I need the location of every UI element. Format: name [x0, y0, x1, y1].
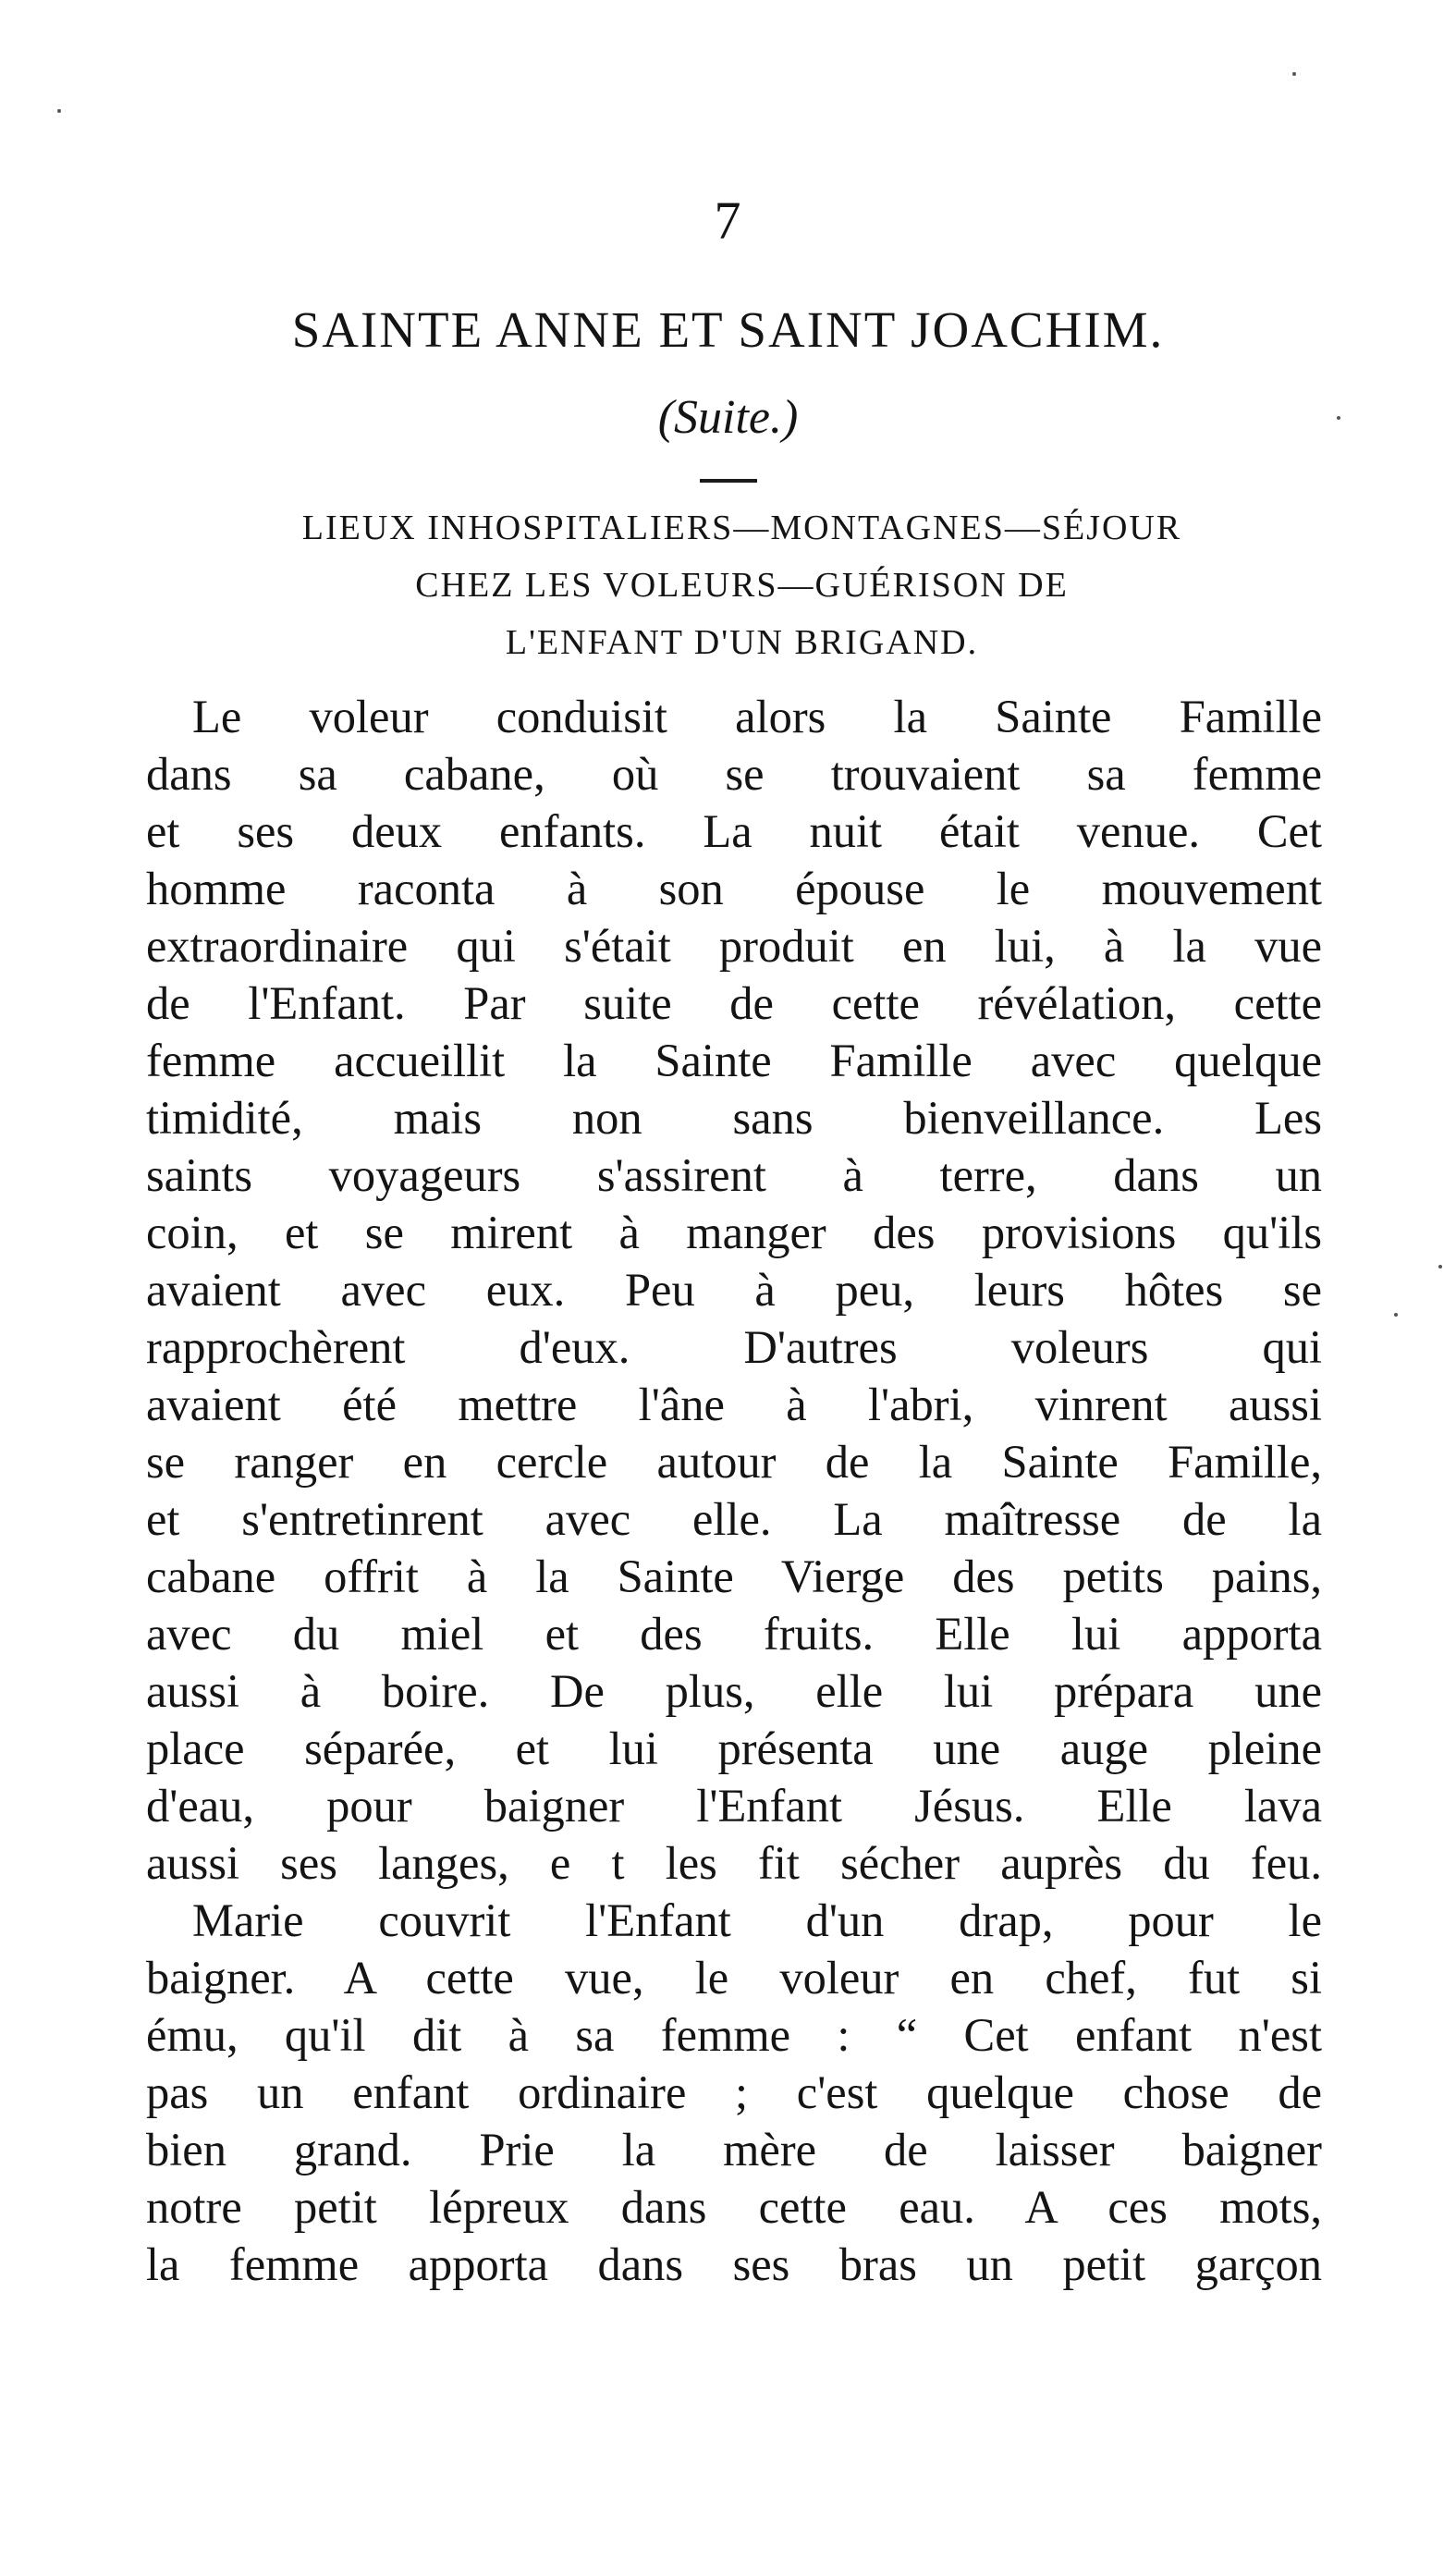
text-line: homme raconta à son épouse le mouvement — [146, 863, 1322, 914]
text-line: saints voyageurs s'assirent à terre, dans un — [146, 1149, 1322, 1201]
chapter-title: SAINTE ANNE ET SAINT JOACHIM. — [291, 301, 1165, 358]
text-line: rapprochèrent d'eux. D'autres voleurs qui — [146, 1321, 1322, 1373]
text-line: timidité, mais non sans bienveillance. Les — [146, 1092, 1322, 1144]
summary-line: CHEZ LES VOLEURS—GUÉRISON DE — [415, 566, 1069, 605]
text-line: dans sa cabane, où se trouvaient sa femme — [146, 748, 1322, 800]
text-line: Le voleur conduisit alors la Sainte Famille — [192, 691, 1322, 742]
summary-line: L'ENFANT D'UN BRIGAND. — [505, 623, 979, 662]
scan-speck — [1438, 1265, 1442, 1269]
text-line: Marie couvrit l'Enfant d'un drap, pour le — [192, 1894, 1322, 1946]
text-line: avaient avec eux. Peu à peu, leurs hôtes se — [146, 1264, 1322, 1316]
text-line: avec du miel et des fruits. Elle lui apporta — [146, 1608, 1322, 1660]
text-line: et ses deux enfants. La nuit était venue. Cet — [146, 805, 1322, 857]
body-text — [146, 688, 1322, 2293]
scan-speck — [57, 109, 61, 113]
text-line: femme accueillit la Sainte Famille avec quelque — [146, 1035, 1322, 1086]
text-line: et s'entretinrent avec elle. La maîtresse de la — [146, 1493, 1322, 1545]
page-number: 7 — [714, 190, 742, 251]
text-line: cabane offrit à la Sainte Vierge des petits pains, — [146, 1551, 1322, 1602]
text-line: place séparée, et lui présenta une auge pleine — [146, 1722, 1322, 1774]
text-line: de l'Enfant. Par suite de cette révélation, cette — [146, 977, 1322, 1029]
text-line: pas un enfant ordinaire ; c'est quelque chose de — [146, 2066, 1322, 2118]
text-line: d'eau, pour baigner l'Enfant Jésus. Elle lava — [146, 1780, 1322, 1832]
text-line: se ranger en cercle autour de la Sainte Famille, — [146, 1436, 1322, 1488]
text-line: la femme apporta dans ses bras un petit garçon — [146, 2238, 1322, 2290]
text-line: avaient été mettre l'âne à l'abri, vinrent aussi — [146, 1379, 1322, 1430]
summary-line: LIEUX INHOSPITALIERS—MONTAGNES—SÉJOUR — [301, 509, 1182, 547]
scan-speck — [1292, 72, 1296, 76]
scan-speck — [1337, 416, 1340, 420]
text-line: extraordinaire qui s'était produit en lui, à la vue — [146, 920, 1322, 972]
chapter-subtitle: (Suite.) — [657, 391, 799, 444]
text-line: ému, qu'il dit à sa femme : “ Cet enfant n'est — [146, 2009, 1322, 2061]
text-line: baigner. A cette vue, le voleur en chef, fut si — [146, 1952, 1322, 2004]
title-divider — [700, 479, 757, 483]
text-line: aussi à boire. De plus, elle lui prépara une — [146, 1665, 1322, 1717]
chapter-summary — [157, 499, 1327, 671]
text-line: aussi ses langes, e t les fit sécher auprès du feu. — [146, 1837, 1322, 1889]
scan-speck — [1394, 1313, 1398, 1317]
text-line: bien grand. Prie la mère de laisser baigner — [146, 2124, 1322, 2176]
text-line: notre petit lépreux dans cette eau. A ces mots, — [146, 2181, 1322, 2233]
text-line: coin, et se mirent à manger des provisions qu'ils — [146, 1207, 1322, 1258]
